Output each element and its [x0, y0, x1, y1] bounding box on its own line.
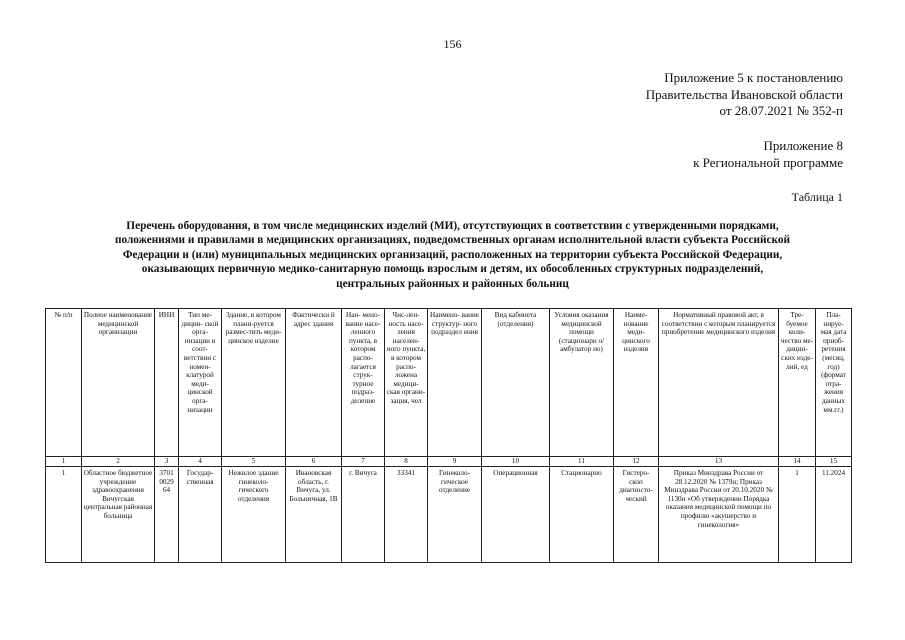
- title-line-3: Федерации и (или) муниципальных медицинских организаций, расположенных на территории субъекта Российской Федерации,: [122, 248, 783, 261]
- equipment-table-container: [45, 308, 851, 563]
- header-cell: Условия оказания медицинской помощи (стационарн о/амбулатор но): [550, 309, 614, 457]
- header-cell: Пла- нируе- мая дата приоб- ретения (месяц, год) (формат отра- жения данных мм.гг.): [816, 309, 852, 457]
- appendix-5-header: [646, 70, 843, 120]
- column-number-cell: 11: [550, 457, 614, 467]
- title-line-2: положениями и правилами в медицинских организациях, подведомственных органам исполнительной власти субъекта Российской: [114, 234, 791, 247]
- column-number-cell: 4: [179, 457, 222, 467]
- column-number-cell: 13: [659, 457, 779, 467]
- header-cell: ИНН: [155, 309, 179, 457]
- subdivision-cell: Гинеколо- гическое отделение: [428, 467, 482, 563]
- title-line-1: Перечень оборудования, в том числе медицинских изделий (МИ), отсутствующих в соответствии с утвержденными порядками,: [126, 220, 779, 232]
- population-cell: 33341: [385, 467, 428, 563]
- appendix-8-header: [693, 138, 843, 171]
- column-number-cell: 10: [482, 457, 550, 467]
- title-line-4: оказывающих первичную медико-санитарную помощь взрослым и детям, их обособленных структурных подразделений,: [141, 263, 764, 276]
- column-number-cell: 7: [342, 457, 385, 467]
- organization-name-cell: Областное бюджетное учреждение здравоохранения Вичугская центральная районная больница: [82, 467, 155, 563]
- header-cell: Здание, в котором плани-руется размес-тить меди- цинское изделие: [222, 309, 286, 457]
- legal-act-cell: Приказ Минздрава России от 28.12.2020 № 1379н; Приказ Минздрава России от 20.10.2020 № 1130н «Об утверждении Порядка оказания медицинской помощи по профилю «акушерство и гинекология»: [659, 467, 779, 563]
- table-row: [46, 467, 852, 563]
- column-number-cell: 9: [428, 457, 482, 467]
- document-title: [55, 219, 850, 291]
- header-cell: Нормативный правовой акт, в соответствии с которым планируется приобретение медицинского изделия: [659, 309, 779, 457]
- header-cell: Полное наименование медицинской организации: [82, 309, 155, 457]
- column-number-cell: 2: [82, 457, 155, 467]
- header-cell: Тип ме- дицин- ской орга- низации в соот- ветствии с номен- клатурой меди- цинской орга- низации: [179, 309, 222, 457]
- column-number-cell: 15: [816, 457, 852, 467]
- table-label: Таблица 1: [791, 190, 843, 204]
- care-conditions-cell: Стационарно: [550, 467, 614, 563]
- column-number-cell: 5: [222, 457, 286, 467]
- column-number-cell: 6: [286, 457, 342, 467]
- header-cell: Наи- мено- вание насе- ленного пункта, в котором распо- лагается струк- турное подраз- деление: [342, 309, 385, 457]
- equipment-table: [45, 308, 852, 563]
- appendix-5-line-3: от 28.07.2021 № 352-п: [719, 103, 843, 118]
- header-cell: № п/п: [46, 309, 82, 457]
- column-number-cell: 12: [614, 457, 659, 467]
- column-number-cell: 1: [46, 457, 82, 467]
- title-line-5: центральных районных и районных больниц: [336, 277, 569, 290]
- settlement-cell: г. Вичуга: [342, 467, 385, 563]
- room-type-cell: Операционная: [482, 467, 550, 563]
- page-number: 156: [443, 37, 462, 51]
- header-cell: Вид кабинета (отделения): [482, 309, 550, 457]
- column-number-row: [46, 457, 852, 467]
- header-cell: Наимено- вание структур- ного подраздел ения: [428, 309, 482, 457]
- header-cell: Фактически й адрес здания: [286, 309, 342, 457]
- row-number-cell: 1: [46, 467, 82, 563]
- quantity-cell: 1: [779, 467, 816, 563]
- table-header-row: [46, 309, 852, 457]
- organization-type-cell: Государ- ственная: [179, 467, 222, 563]
- device-name-cell: Гистеро- скоп диагносто- ческий: [614, 467, 659, 563]
- inn-cell: 3701 0029 64: [155, 467, 179, 563]
- column-number-cell: 8: [385, 457, 428, 467]
- appendix-5-line-1: Приложение 5 к постановлению: [664, 70, 843, 85]
- building-cell: Нежилое здание гинеколо- гического отделения: [222, 467, 286, 563]
- appendix-8-line-1: Приложение 8: [763, 138, 843, 153]
- address-cell: Ивановская область, г. Вичуга, ул. Больничная, 1В: [286, 467, 342, 563]
- appendix-5-line-2: Правительства Ивановской области: [645, 86, 843, 102]
- header-cell: Наиме- нование меди- цинского изделия: [614, 309, 659, 457]
- column-number-cell: 14: [779, 457, 816, 467]
- purchase-date-cell: 11.2024: [816, 467, 852, 563]
- appendix-8-line-2: к Региональной программе: [693, 154, 843, 170]
- column-number-cell: 3: [155, 457, 179, 467]
- header-cell: Чис-лен- ность насе- ления населен- ного пункта, в котором распо- ложена медици- ская органи- зация, чел: [385, 309, 428, 457]
- header-cell: Тре- буемое коли- чество ме- дицин- ских изде- лий, ед: [779, 309, 816, 457]
